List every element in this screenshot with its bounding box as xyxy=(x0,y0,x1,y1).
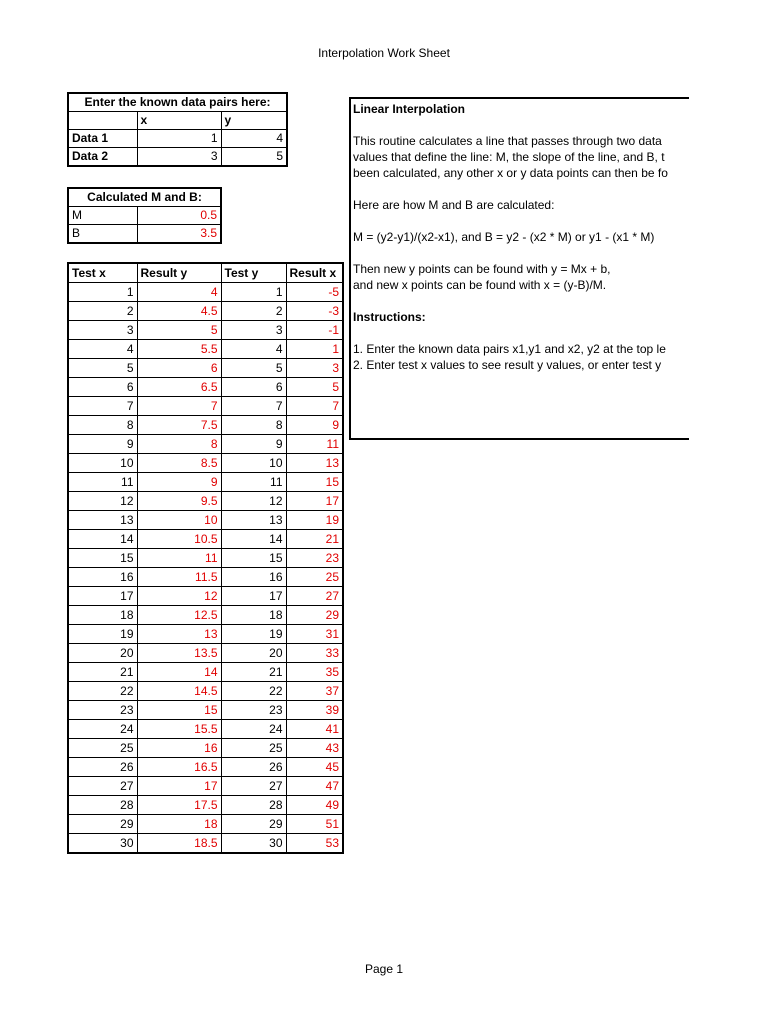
test-x-input[interactable]: 24 xyxy=(68,720,137,739)
test-x-input[interactable]: 25 xyxy=(68,739,137,758)
result-x-value: 35 xyxy=(286,663,343,682)
result-x-value: 17 xyxy=(286,492,343,511)
result-y-value: 8.5 xyxy=(137,454,221,473)
table-row xyxy=(68,625,343,644)
result-x-value: 3 xyxy=(286,359,343,378)
table-row xyxy=(68,511,343,530)
table-row xyxy=(68,758,343,777)
result-y-value: 7.5 xyxy=(137,416,221,435)
test-y-input[interactable]: 1 xyxy=(221,283,286,302)
table-row xyxy=(68,606,343,625)
test-x-input[interactable]: 27 xyxy=(68,777,137,796)
info-line xyxy=(353,181,689,197)
b-label: B xyxy=(68,225,137,244)
header-test-x: Test x xyxy=(68,263,137,283)
info-text-box xyxy=(349,97,689,440)
test-y-input[interactable]: 12 xyxy=(221,492,286,511)
table-row xyxy=(68,587,343,606)
table-row xyxy=(68,739,343,758)
known-x2-input[interactable]: 3 xyxy=(137,148,221,167)
result-y-value: 14 xyxy=(137,663,221,682)
test-x-input[interactable]: 9 xyxy=(68,435,137,454)
test-x-input[interactable]: 4 xyxy=(68,340,137,359)
result-y-value: 15 xyxy=(137,701,221,720)
result-x-value: 23 xyxy=(286,549,343,568)
test-y-input[interactable]: 11 xyxy=(221,473,286,492)
known-col-y: y xyxy=(221,112,287,130)
info-line xyxy=(353,213,689,229)
table-row xyxy=(68,454,343,473)
test-y-input[interactable]: 29 xyxy=(221,815,286,834)
result-y-value: 11.5 xyxy=(137,568,221,587)
page-footer: Page 1 xyxy=(364,962,404,976)
table-row xyxy=(68,321,343,340)
table-row xyxy=(68,815,343,834)
info-line: values that define the line: M, the slope of the line, and B, t xyxy=(353,150,665,164)
test-x-input[interactable]: 13 xyxy=(68,511,137,530)
known-row-data1 xyxy=(68,130,287,148)
test-x-input[interactable]: 2 xyxy=(68,302,137,321)
result-y-value: 14.5 xyxy=(137,682,221,701)
result-y-value: 17 xyxy=(137,777,221,796)
test-y-input[interactable]: 28 xyxy=(221,796,286,815)
test-y-input[interactable]: 17 xyxy=(221,587,286,606)
table-row xyxy=(68,644,343,663)
known-row-data2 xyxy=(68,148,287,167)
table-row xyxy=(68,283,343,302)
result-x-value: 43 xyxy=(286,739,343,758)
result-x-value: 21 xyxy=(286,530,343,549)
result-y-value: 18.5 xyxy=(137,834,221,854)
test-y-input[interactable]: 24 xyxy=(221,720,286,739)
test-y-input[interactable]: 2 xyxy=(221,302,286,321)
test-y-input[interactable]: 8 xyxy=(221,416,286,435)
result-x-value: 53 xyxy=(286,834,343,854)
result-x-value: 27 xyxy=(286,587,343,606)
table-row xyxy=(68,549,343,568)
test-y-input[interactable]: 6 xyxy=(221,378,286,397)
test-x-input[interactable]: 21 xyxy=(68,663,137,682)
test-x-input[interactable]: 15 xyxy=(68,549,137,568)
known-x1-input[interactable]: 1 xyxy=(137,130,221,148)
test-x-input[interactable]: 3 xyxy=(68,321,137,340)
result-x-value: -1 xyxy=(286,321,343,340)
test-y-input[interactable]: 21 xyxy=(221,663,286,682)
info-line xyxy=(353,245,689,261)
table-row xyxy=(68,796,343,815)
result-y-value: 7 xyxy=(137,397,221,416)
m-label: M xyxy=(68,207,137,225)
result-x-value: 51 xyxy=(286,815,343,834)
test-y-input[interactable]: 13 xyxy=(221,511,286,530)
result-y-value: 11 xyxy=(137,549,221,568)
header-result-y: Result y xyxy=(137,263,221,283)
test-x-input[interactable]: 5 xyxy=(68,359,137,378)
result-x-value: 37 xyxy=(286,682,343,701)
table-row xyxy=(68,435,343,454)
test-x-input[interactable]: 6 xyxy=(68,378,137,397)
result-y-value: 8 xyxy=(137,435,221,454)
result-y-value: 18 xyxy=(137,815,221,834)
header-result-x: Result x xyxy=(286,263,343,283)
table-row xyxy=(68,340,343,359)
test-y-input[interactable]: 5 xyxy=(221,359,286,378)
b-value: 3.5 xyxy=(137,225,221,244)
result-y-value: 16.5 xyxy=(137,758,221,777)
result-y-value: 6 xyxy=(137,359,221,378)
result-y-value: 13.5 xyxy=(137,644,221,663)
result-x-value: 15 xyxy=(286,473,343,492)
result-x-value: 7 xyxy=(286,397,343,416)
info-line: This routine calculates a line that passes through two data xyxy=(353,134,662,148)
test-x-input[interactable]: 11 xyxy=(68,473,137,492)
result-x-value: 41 xyxy=(286,720,343,739)
result-y-value: 5.5 xyxy=(137,340,221,359)
result-y-value: 10 xyxy=(137,511,221,530)
test-x-input[interactable]: 22 xyxy=(68,682,137,701)
result-x-value: 29 xyxy=(286,606,343,625)
test-y-input[interactable]: 23 xyxy=(221,701,286,720)
table-row xyxy=(68,416,343,435)
mb-title: Calculated M and B: xyxy=(68,188,221,207)
result-x-value: 5 xyxy=(286,378,343,397)
result-y-value: 12 xyxy=(137,587,221,606)
result-y-value: 4 xyxy=(137,283,221,302)
result-x-value: 39 xyxy=(286,701,343,720)
result-x-value: 45 xyxy=(286,758,343,777)
test-y-input[interactable]: 20 xyxy=(221,644,286,663)
result-y-value: 12.5 xyxy=(137,606,221,625)
result-x-value: 13 xyxy=(286,454,343,473)
results-table xyxy=(67,262,344,854)
table-row xyxy=(68,834,343,854)
result-x-value: 33 xyxy=(286,644,343,663)
test-x-input[interactable]: 10 xyxy=(68,454,137,473)
result-y-value: 16 xyxy=(137,739,221,758)
test-x-input[interactable]: 23 xyxy=(68,701,137,720)
known-row-label: Data 1 xyxy=(68,130,137,148)
result-x-value: 11 xyxy=(286,435,343,454)
info-line: M = (y2-y1)/(x2-x1), and B = y2 - (x2 * M) or y1 - (x1 * M) xyxy=(353,230,655,244)
result-x-value: 19 xyxy=(286,511,343,530)
results-body xyxy=(68,283,343,854)
calculated-mb-table xyxy=(67,187,222,244)
result-y-value: 17.5 xyxy=(137,796,221,815)
result-y-value: 13 xyxy=(137,625,221,644)
table-row xyxy=(68,397,343,416)
result-x-value: 49 xyxy=(286,796,343,815)
test-y-input[interactable]: 9 xyxy=(221,435,286,454)
info-line: Here are how M and B are calculated: xyxy=(353,198,555,212)
known-data-title: Enter the known data pairs here: xyxy=(68,93,287,112)
table-row xyxy=(68,682,343,701)
table-row xyxy=(68,720,343,739)
result-y-value: 9.5 xyxy=(137,492,221,511)
header-test-y: Test y xyxy=(221,263,286,283)
test-x-input[interactable]: 20 xyxy=(68,644,137,663)
table-row xyxy=(68,701,343,720)
page-title: Interpolation Work Sheet xyxy=(318,46,450,60)
test-y-input[interactable]: 30 xyxy=(221,834,286,854)
test-x-input[interactable]: 17 xyxy=(68,587,137,606)
table-row xyxy=(68,530,343,549)
result-y-value: 9 xyxy=(137,473,221,492)
test-y-input[interactable]: 19 xyxy=(221,625,286,644)
info-line: Then new y points can be found with y = Mx + b, xyxy=(353,262,611,276)
known-row-label: Data 2 xyxy=(68,148,137,167)
info-title: Linear Interpolation xyxy=(353,102,466,116)
result-y-value: 6.5 xyxy=(137,378,221,397)
result-x-value: 25 xyxy=(286,568,343,587)
test-y-input[interactable]: 22 xyxy=(221,682,286,701)
instructions-title: Instructions: xyxy=(353,310,426,324)
result-x-value: -3 xyxy=(286,302,343,321)
known-data-table xyxy=(67,92,288,167)
test-x-input[interactable]: 16 xyxy=(68,568,137,587)
instruction-line: 2. Enter test x values to see result y values, or enter test y xyxy=(353,358,662,372)
test-y-input[interactable]: 26 xyxy=(221,758,286,777)
test-y-input[interactable]: 4 xyxy=(221,340,286,359)
result-x-value: 31 xyxy=(286,625,343,644)
table-row xyxy=(68,568,343,587)
test-x-input[interactable]: 7 xyxy=(68,397,137,416)
table-row xyxy=(68,492,343,511)
result-y-value: 10.5 xyxy=(137,530,221,549)
result-x-value: -5 xyxy=(286,283,343,302)
info-line: and new x points can be found with x = (y-B)/M. xyxy=(353,278,607,292)
info-line: been calculated, any other x or y data points can then be fo xyxy=(353,166,668,180)
test-x-input[interactable]: 26 xyxy=(68,758,137,777)
test-x-input[interactable]: 28 xyxy=(68,796,137,815)
instruction-line: 1. Enter the known data pairs x1,y1 and x2, y2 at the top le xyxy=(353,342,666,356)
known-col-x: x xyxy=(137,112,221,130)
test-x-input[interactable]: 14 xyxy=(68,530,137,549)
test-x-input[interactable]: 12 xyxy=(68,492,137,511)
table-row xyxy=(68,473,343,492)
result-x-value: 9 xyxy=(286,416,343,435)
test-y-input[interactable]: 14 xyxy=(221,530,286,549)
test-y-input[interactable]: 15 xyxy=(221,549,286,568)
result-y-value: 4.5 xyxy=(137,302,221,321)
test-x-input[interactable]: 29 xyxy=(68,815,137,834)
instructions-body xyxy=(353,341,689,373)
result-x-value: 1 xyxy=(286,340,343,359)
test-x-input[interactable]: 18 xyxy=(68,606,137,625)
test-x-input[interactable]: 30 xyxy=(68,834,137,854)
test-y-input[interactable]: 16 xyxy=(221,568,286,587)
test-y-input[interactable]: 10 xyxy=(221,454,286,473)
table-row xyxy=(68,359,343,378)
result-y-value: 15.5 xyxy=(137,720,221,739)
test-y-input[interactable]: 18 xyxy=(221,606,286,625)
table-row xyxy=(68,378,343,397)
test-y-input[interactable]: 7 xyxy=(221,397,286,416)
test-y-input[interactable]: 3 xyxy=(221,321,286,340)
result-x-value: 47 xyxy=(286,777,343,796)
known-y1-input[interactable]: 4 xyxy=(221,130,287,148)
known-y2-input[interactable]: 5 xyxy=(221,148,287,167)
test-x-input[interactable]: 19 xyxy=(68,625,137,644)
test-y-input[interactable]: 25 xyxy=(221,739,286,758)
test-y-input[interactable]: 27 xyxy=(221,777,286,796)
m-value: 0.5 xyxy=(137,207,221,225)
table-row xyxy=(68,663,343,682)
known-corner-cell xyxy=(68,112,137,130)
test-x-input[interactable]: 1 xyxy=(68,283,137,302)
table-row xyxy=(68,302,343,321)
result-y-value: 5 xyxy=(137,321,221,340)
info-body xyxy=(353,133,689,293)
table-row xyxy=(68,777,343,796)
test-x-input[interactable]: 8 xyxy=(68,416,137,435)
